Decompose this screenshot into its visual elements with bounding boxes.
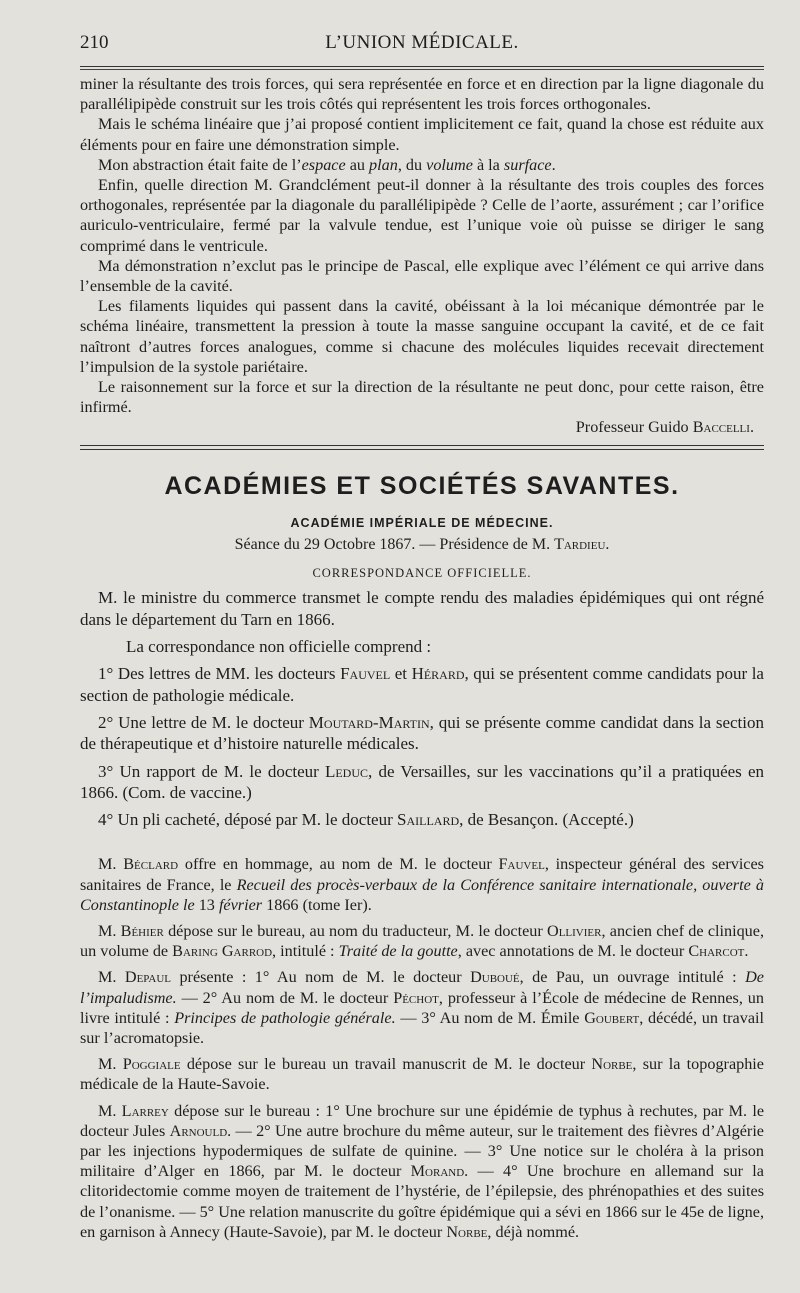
text: à la xyxy=(472,155,504,174)
text: Mon abstraction était faite de l’ xyxy=(98,155,302,174)
book-title: Traité de la goutte xyxy=(338,942,458,961)
emphasis: volume xyxy=(426,155,473,174)
article-continuation xyxy=(80,74,764,437)
person-name: Fauvel xyxy=(498,855,545,874)
text: , déjà nommé. xyxy=(487,1222,580,1241)
text: , qui se présentent comme candidats pour la section de pathologie médicale. xyxy=(80,664,764,705)
text: , professeur à l’École de médecine de Rennes, un livre intitulé : xyxy=(80,988,764,1027)
text: — 2° Au nom de M. le docteur xyxy=(176,988,394,1007)
paragraph xyxy=(80,761,764,804)
text: , de Versailles, sur les vaccinations qu’il a pratiquées en 1866. (Com. de vaccine.) xyxy=(80,761,765,802)
paragraph: Le raisonnement sur la force et sur la direction de la résultante ne peut donc, pour cette raison, être infirmé. xyxy=(80,378,764,417)
person-name: Goubert xyxy=(584,1008,640,1027)
author-name: Baccelli xyxy=(692,418,750,437)
paragraph: miner la résultante des trois forces, qui sera représentée en force et en direction par la ligne diagonale du parallélipipède construit sur les trois côtés qui représentent les trois forces orthogonales. xyxy=(80,75,764,114)
person-name: Moutard-Martin xyxy=(308,712,430,732)
text: Professeur Guido xyxy=(575,418,693,437)
emphasis: février xyxy=(218,895,263,914)
person-name: M. Béclard xyxy=(98,855,179,874)
paragraph: Enfin, quelle direction M. Grandclément peut-il donner à la résultante des trois couples des forces orthogonales, représentée par la diagonale du parallélipipède ? Celle de l’aorte, assurément ; car l’orifice auriculo-ventriculaire, fermé par la valvule tendue, est l’unique voie où puisse se diriger le sang comprimé dans le ventricule. xyxy=(80,176,764,255)
person-name: Baring Garrod xyxy=(172,942,273,961)
text: et xyxy=(390,664,412,684)
text: . xyxy=(551,155,556,174)
person-name: Arnould xyxy=(169,1121,228,1140)
text: — 3° Au nom de M. Émile xyxy=(395,1008,585,1027)
person-name: Norbe xyxy=(591,1055,633,1074)
text: 3° Un rapport de M. le docteur xyxy=(98,761,325,781)
person-name: Morand xyxy=(410,1162,465,1181)
text: , du xyxy=(397,155,427,174)
emphasis: espace xyxy=(301,155,346,174)
paragraph xyxy=(80,967,764,1048)
person-name: M. Larrey xyxy=(98,1101,169,1120)
text: , décédé, un travail sur l’acromatopsie. xyxy=(80,1008,764,1048)
paragraph: Mais le schéma linéaire que j’ai proposé contient implicitement ce fait, quand la chose est réduite aux éléments pour en faire une démonstration simple. xyxy=(80,115,764,154)
text: 2° Une lettre de M. le docteur xyxy=(98,712,309,732)
person-name: M. Poggiale xyxy=(98,1055,181,1074)
person-name: Duboué xyxy=(470,968,520,987)
text: . — 4° Une brochure en allemand sur la clitoridectomie comme moyen de traitement de l’hystérie, de l’épilepsie, des phrénopathies et des suites de l’onanisme. — 5° Une relation manuscrite du goître épidémique qui a sévi en 1866 sur le 45e de ligne, en garnison à Annecy (Haute-Savoie), par M. le docteur xyxy=(80,1162,764,1241)
emphasis: surface xyxy=(503,155,552,174)
header-rule-thin xyxy=(80,69,764,70)
text: présente : 1° Au nom de M. le docteur xyxy=(171,968,471,987)
paragraph: Les filaments liquides qui passent dans la cavité, obéissant à la loi mécanique démontrée par le schéma linéaire, transmettent la pression à toute la masse sanguine occupant la cavité, et de ce fait naîtront d’autres forces analogues, comme si chacune des molécules liquides recevait directement l’impulsion de la systole pariétaire. xyxy=(80,297,764,376)
person-name: Charcot xyxy=(688,942,745,961)
emphasis: plan xyxy=(369,155,398,174)
seance-line xyxy=(80,536,764,554)
person-name: Péchot xyxy=(393,988,439,1007)
section-rule xyxy=(80,445,764,446)
text: , de Besançon. (Accepté.) xyxy=(459,810,634,830)
section-title: ACADÉMIES ET SOCIÉTÉS SAVANTES. xyxy=(164,472,680,501)
person-name: M. Béhier xyxy=(98,922,164,941)
paragraph xyxy=(80,712,764,755)
person-name: M. Depaul xyxy=(98,968,172,987)
person-name: Saillard xyxy=(397,810,460,830)
book-title: De l’impaludisme. xyxy=(80,968,764,1007)
text: , avec annotations de M. le docteur xyxy=(457,942,689,961)
signature xyxy=(80,417,754,437)
text: . xyxy=(605,536,610,554)
paragraph: M. le ministre du commerce transmet le compte rendu des maladies épidémiques qui ont régné dans le département du Tarn en 1866. xyxy=(80,588,764,629)
text: au xyxy=(345,155,370,174)
text: , intitulé : xyxy=(272,942,339,961)
book-title: Recueil des procès-verbaux de la Conférence sanitaire internationale, ouverte à Constantinople le xyxy=(80,875,764,914)
text: . xyxy=(749,418,754,437)
text: , sur la topographie médicale de la Haute-Savoie. xyxy=(80,1055,764,1094)
paragraph xyxy=(80,854,764,915)
correspondance-block xyxy=(80,587,764,830)
text: 13 xyxy=(194,895,219,914)
person-name: Leduc xyxy=(324,761,369,781)
text: dépose sur le bureau, au nom du traducteur, M. le docteur xyxy=(163,922,548,941)
academy-heading: ACADÉMIE IMPÉRIALE DE MÉDECINE. xyxy=(290,516,554,531)
paragraph: Ma démonstration n’exclut pas le principe de Pascal, elle explique avec l’élément ce qui arrive dans l’ensemble de la cavité. xyxy=(80,256,764,296)
book-title: Principes de pathologie générale. xyxy=(174,1008,396,1027)
person-name: Fauvel xyxy=(340,664,391,684)
text: , ancien chef de clinique, un volume de xyxy=(80,922,765,961)
section-rule-thin xyxy=(80,449,764,450)
text: 1° Des lettres de MM. les docteurs xyxy=(98,664,341,684)
text: . xyxy=(744,942,749,961)
paragraph xyxy=(80,1054,764,1094)
page-content xyxy=(80,30,764,1242)
text: offre en hommage, au nom de M. le docteur xyxy=(178,855,499,874)
deposits-block xyxy=(80,854,764,1242)
text: dépose sur le bureau un travail manuscrit de M. le docteur xyxy=(180,1055,592,1074)
paragraph xyxy=(80,921,764,961)
text: dépose sur le bureau : 1° Une brochure sur une épidémie de typhus à rechutes, par M. le docteur Jules xyxy=(80,1101,765,1140)
correspondance-heading: CORRESPONDANCE OFFICIELLE. xyxy=(312,566,532,581)
text: Séance du 29 Octobre 1867. — Présidence de M. xyxy=(234,536,555,554)
person-name: Norbe xyxy=(446,1222,488,1241)
text: . — 2° Une autre brochure du même auteur, sur le traitement des fièvres d’Algérie par les injections hypodermiques de sulfate de quinine. — 3° Une notice sur le choléra à la prison militaire d’Alger en 1866, par M. le docteur xyxy=(80,1121,764,1181)
header-rule xyxy=(80,66,764,67)
person-name: Ollivier xyxy=(547,922,602,941)
paragraph xyxy=(80,1101,764,1242)
person-name: Hérard xyxy=(411,664,465,684)
text: , de Pau, un ouvrage intitulé : xyxy=(519,968,746,987)
paragraph: La correspondance non officielle comprend : xyxy=(126,637,432,657)
paragraph xyxy=(80,809,764,830)
running-head: L’UNION MÉDICALE. xyxy=(325,32,519,53)
page-header xyxy=(80,30,764,66)
paragraph xyxy=(80,155,764,175)
text: 4° Un pli cacheté, déposé par M. le docteur xyxy=(98,810,397,830)
text: 1866 (tome Ier). xyxy=(262,895,372,914)
text: , qui se présente comme candidat dans la section de thérapeutique et d’histoire naturelle médicales. xyxy=(80,712,764,754)
paragraph xyxy=(80,663,764,706)
page-number: 210 xyxy=(80,32,109,53)
text: , inspecteur général des services sanitaires de France, le xyxy=(80,855,764,894)
president-name: Tardieu xyxy=(554,536,606,554)
